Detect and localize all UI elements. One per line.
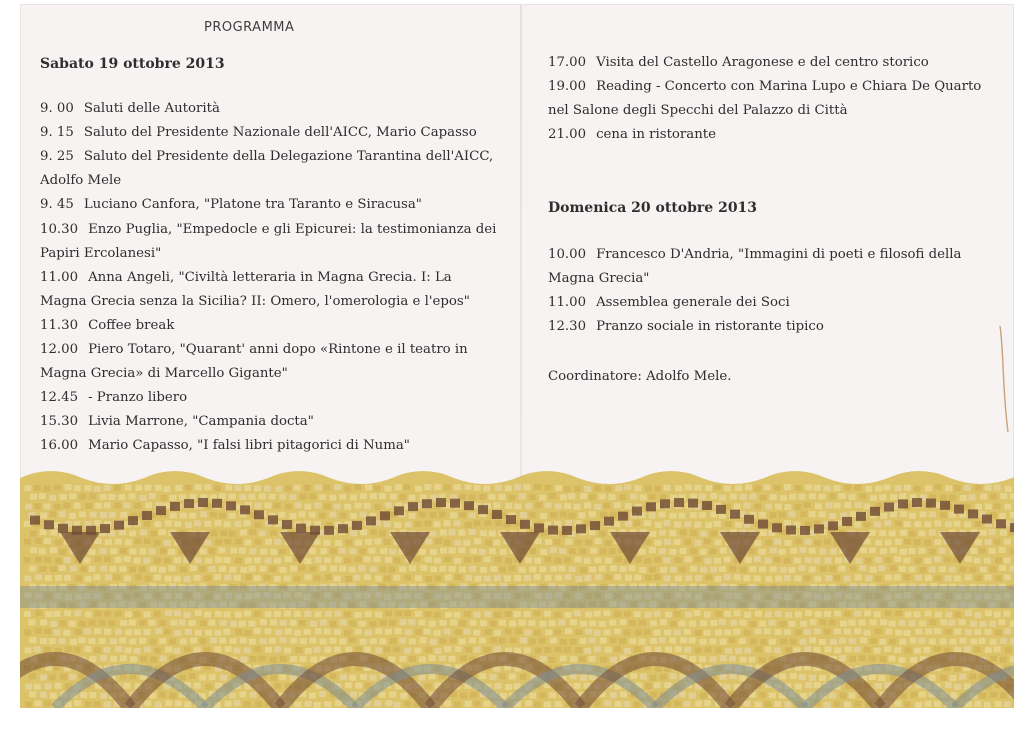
schedule-line bbox=[548, 78, 981, 96]
schedule-text: Saluto del Presidente della Delegazione Tarantina dell'AICC, bbox=[83, 149, 494, 165]
schedule-time: 9. 25 bbox=[40, 149, 74, 165]
schedule-time: 17.00 bbox=[548, 55, 587, 70]
schedule-text: Saluto del Presidente Nazionale dell'AICC, Mario Capasso bbox=[83, 125, 477, 141]
schedule-line bbox=[548, 102, 848, 120]
schedule-time: 12.30 bbox=[548, 319, 587, 334]
schedule-time: 12.00 bbox=[40, 342, 79, 357]
schedule-line bbox=[40, 221, 496, 239]
schedule-time: 11.00 bbox=[548, 295, 587, 310]
schedule-text: Saluti delle Autorità bbox=[83, 101, 220, 116]
mosaic-decoration bbox=[20, 460, 1014, 708]
schedule-time: 11.00 bbox=[40, 269, 79, 285]
schedule-line bbox=[40, 245, 161, 263]
schedule-text: Adolfo Mele bbox=[40, 173, 122, 189]
schedule-time: 10.00 bbox=[548, 247, 587, 262]
paper-crease bbox=[998, 324, 1012, 434]
schedule-text: Magna Grecia" bbox=[548, 271, 650, 286]
schedule-text: Pranzo sociale in ristorante tipico bbox=[596, 319, 824, 334]
schedule-line bbox=[40, 317, 174, 335]
schedule-text: Piero Totaro, "Quarant' anni dopo «Rintone e il teatro in bbox=[88, 342, 468, 357]
schedule-time: 12.45 bbox=[40, 390, 79, 406]
schedule-line bbox=[40, 196, 422, 214]
schedule-text: Assemblea generale dei Soci bbox=[596, 295, 790, 310]
schedule-line bbox=[40, 100, 220, 118]
schedule-time: 19.00 bbox=[548, 79, 587, 94]
program-sheet bbox=[20, 4, 1014, 708]
schedule-time: 11.30 bbox=[40, 317, 79, 333]
schedule-text: Luciano Canfora, "Platone tra Taranto e Siracusa" bbox=[83, 197, 422, 213]
day2-heading: Domenica 20 ottobre 2013 bbox=[548, 200, 758, 216]
schedule-line bbox=[40, 389, 187, 407]
schedule-time: 21.00 bbox=[548, 127, 587, 142]
schedule-text: Francesco D'Andria, "Immagini di poeti e filosofi della bbox=[596, 247, 962, 262]
schedule-time: 16.00 bbox=[40, 438, 79, 454]
schedule-text: Anna Angeli, "Civiltà letteraria in Magna Grecia. I: La bbox=[88, 269, 452, 285]
day1-heading: Sabato 19 ottobre 2013 bbox=[40, 56, 225, 72]
schedule-line bbox=[548, 246, 961, 264]
schedule-time: 15.30 bbox=[40, 414, 79, 430]
schedule-text: Reading - Concerto con Marina Lupo e Chiara De Quarto bbox=[596, 79, 982, 94]
schedule-text: nel Salone degli Specchi del Palazzo di Città bbox=[548, 103, 848, 118]
schedule-line bbox=[548, 54, 929, 72]
schedule-line bbox=[40, 341, 468, 359]
schedule-line bbox=[40, 365, 288, 383]
coordinator-line: Coordinatore: Adolfo Mele. bbox=[548, 369, 732, 384]
schedule-line bbox=[40, 148, 493, 166]
schedule-line bbox=[40, 269, 452, 287]
schedule-line bbox=[40, 413, 314, 431]
schedule-text: Coffee break bbox=[88, 317, 175, 333]
schedule-text: Livia Marrone, "Campania docta" bbox=[88, 414, 314, 430]
schedule-line bbox=[548, 270, 649, 288]
schedule-line bbox=[40, 124, 477, 142]
schedule-text: Visita del Castello Aragonese e del centro storico bbox=[596, 55, 929, 70]
schedule-time: 10.30 bbox=[40, 221, 79, 237]
schedule-line bbox=[548, 318, 824, 336]
schedule-time: 9. 15 bbox=[40, 125, 74, 141]
schedule-time: 9. 45 bbox=[40, 197, 74, 213]
schedule-text: Papiri Ercolanesi" bbox=[40, 245, 162, 261]
schedule-text: cena in ristorante bbox=[596, 127, 716, 142]
schedule-line bbox=[548, 126, 716, 144]
schedule-text: Enzo Puglia, "Empedocle e gli Epicurei: la testimonianza dei bbox=[88, 221, 497, 237]
schedule-text: - Pranzo libero bbox=[88, 390, 188, 406]
program-title: PROGRAMMA bbox=[204, 20, 295, 35]
schedule-text: Magna Grecia» di Marcello Gigante" bbox=[40, 366, 288, 382]
schedule-text: Mario Capasso, "I falsi libri pitagorici di Numa" bbox=[88, 438, 410, 454]
schedule-text: Magna Grecia senza la Sicilia? II: Omero, l'omerologia e l'epos" bbox=[40, 293, 470, 309]
schedule-line bbox=[40, 293, 470, 311]
schedule-line bbox=[40, 172, 121, 190]
schedule-line bbox=[548, 294, 790, 312]
schedule-line bbox=[40, 437, 410, 455]
schedule-time: 9. 00 bbox=[40, 101, 74, 116]
